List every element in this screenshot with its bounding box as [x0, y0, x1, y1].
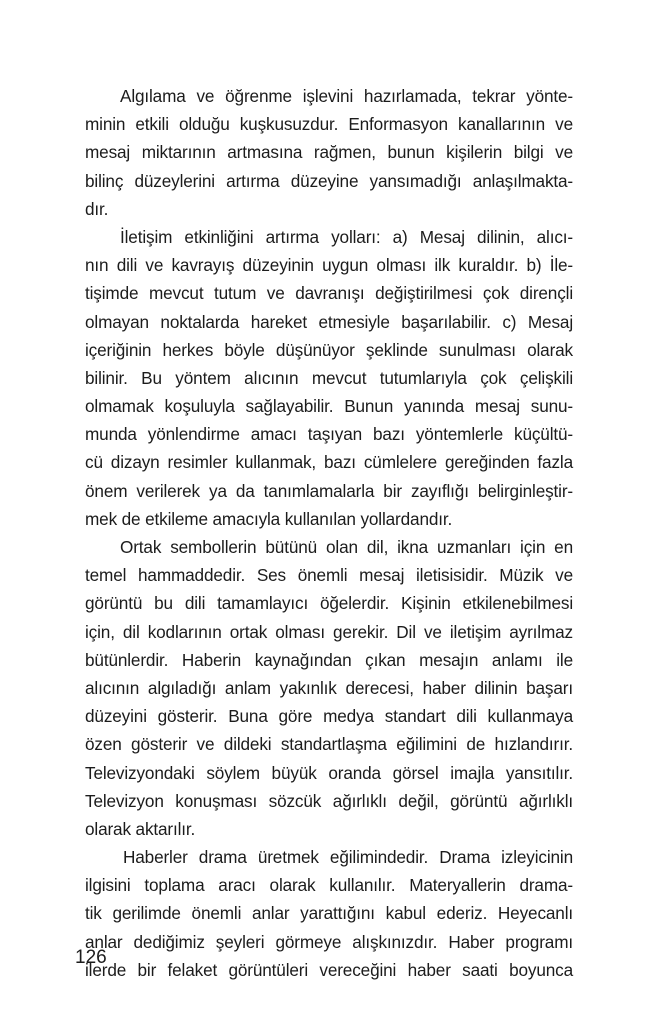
- text-line: Televizyondaki söylem büyük oranda görsel imajla yansıtılır.: [85, 762, 573, 783]
- text-line: önem verilerek ya da tanımlamalarla bir zayıflığı belirginleştir-: [85, 480, 573, 501]
- text-line: olmamak koşuluyla sağlayabilir. Bunun yanında mesaj sunu-: [85, 396, 573, 417]
- text-line: görüntü bu dili tamamlayıcı öğelerdir. Kişinin etkilenebilmesi: [85, 593, 573, 614]
- text-line: cü dizayn resimler kullanmak, bazı cümlelere gereğinden fazla: [85, 452, 573, 473]
- text-line: Algılama ve öğrenme işlevini hazırlamada, tekrar yönte-: [120, 86, 573, 106]
- paragraph: [85, 82, 573, 223]
- text-line: içeriğinin herkes böyle düşünüyor şeklinde sunulması olarak: [85, 339, 573, 360]
- text-line: temel hammaddedir. Ses önemli mesaj iletisisidir. Müzik ve: [85, 565, 573, 586]
- text-line: mek de etkileme amacıyla kullanılan yollardandır.: [85, 508, 453, 529]
- text-line: anlar dediğimiz şeyleri görmeye alışkınızdır. Haber programı: [85, 931, 573, 952]
- text-line: bilinir. Bu yöntem alıcının mevcut tutumlarıyla çok çelişkili: [85, 367, 573, 388]
- text-line: bütünlerdir. Haberin kaynağından çıkan mesajın anlamı ile: [85, 649, 573, 670]
- text-line: için, dil kodlarının ortak olması gerekir. Dil ve iletişim ayrılmaz: [85, 621, 573, 642]
- text-line: Televizyon konuşması sözcük ağırlıklı değil, görüntü ağırlıklı: [85, 790, 573, 811]
- text-line: Haberler drama üretmek eğilimindedir. Drama izleyicinin: [123, 847, 573, 868]
- text-line: nın dili ve kavrayış düzeyinin uygun olması ilk kuraldır. b) İle-: [85, 255, 573, 276]
- text-line: mesaj miktarının artmasına rağmen, bunun kişilerin bilgi ve: [85, 142, 573, 163]
- text-line: özen gösterir ve dildeki standartlaşma eğilimini de hızlandırır.: [85, 734, 573, 755]
- paragraph: [85, 843, 573, 984]
- text-line: tik gerilimde önemli anlar yarattığını kabul ederiz. Heyecanlı: [85, 903, 573, 924]
- page-number: 126: [75, 947, 107, 968]
- paragraph: [85, 533, 573, 843]
- text-line: İletişim etkinliğini artırma yolları: a) Mesaj dilinin, alıcı-: [120, 226, 573, 247]
- page-body: [85, 82, 573, 984]
- text-line: alıcının algıladığı anlam yakınlık derecesi, haber dilinin başarı: [85, 677, 573, 698]
- text-line: düzeyini gösterir. Buna göre medya standart dili kullanmaya: [85, 706, 573, 727]
- text-line: tişimde mevcut tutum ve davranışı değiştirilmesi çok dirençli: [85, 283, 573, 304]
- text-line: Ortak sembollerin bütünü olan dil, ikna uzmanları için en: [120, 537, 573, 557]
- paragraph: [85, 223, 573, 533]
- text-line: olmayan noktalarda hareket etmesiyle başarılabilir. c) Mesaj: [85, 311, 573, 332]
- text-line: minin etkili olduğu kuşkusuzdur. Enformasyon kanallarının ve: [85, 114, 573, 135]
- text-line: munda yönlendirme amacı taşıyan bazı yöntemlerle küçültü-: [85, 424, 573, 445]
- text-line: ilerde bir felaket görüntüleri vereceğini haber saati boyunca: [85, 959, 573, 980]
- text-line: ilgisini toplama aracı olarak kullanılır. Materyallerin drama-: [85, 875, 573, 896]
- text-line: olarak aktarılır.: [85, 818, 196, 839]
- text-line: bilinç düzeylerini artırma düzeyine yansımadığı anlaşılmakta-: [85, 170, 573, 191]
- text-line: dır.: [85, 198, 109, 219]
